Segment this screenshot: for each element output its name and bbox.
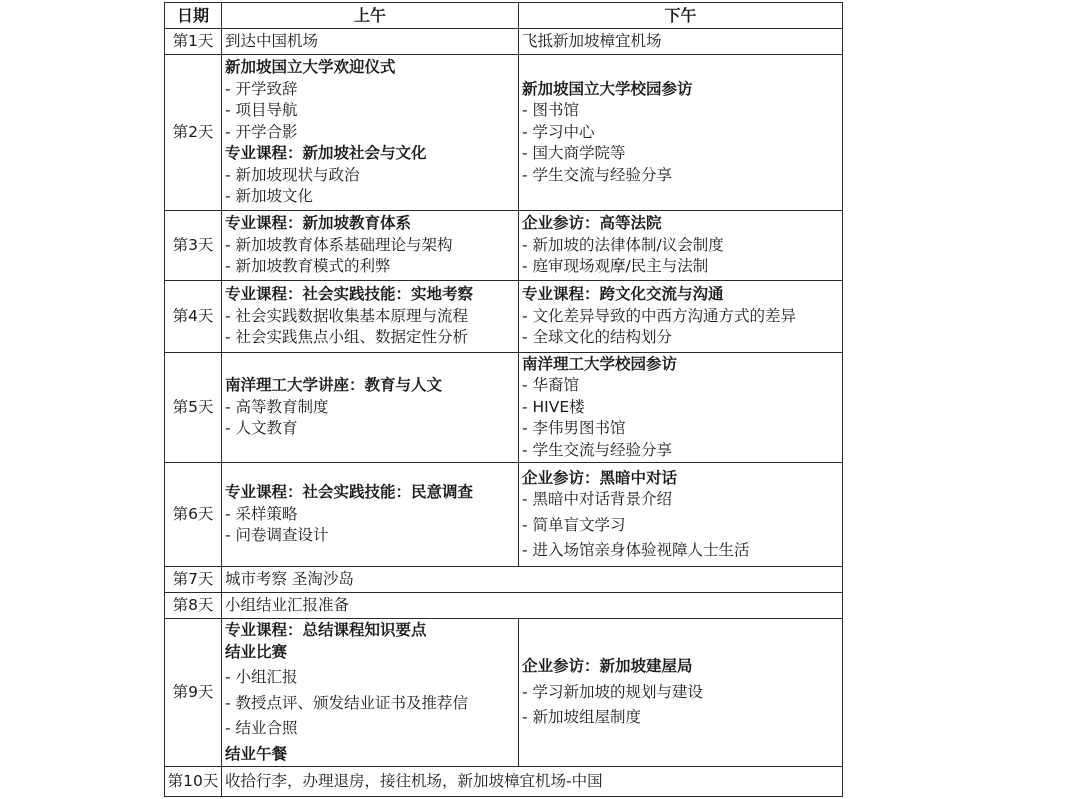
section-heading: 新加坡国立大学欢迎仪式	[225, 58, 396, 77]
activity-item: - 小组汇报	[225, 668, 298, 686]
day-label: 第3天	[165, 211, 222, 281]
activity-item: - 学习新加坡的规划与建设	[522, 682, 704, 701]
afternoon-cell	[519, 463, 843, 567]
afternoon-cell	[519, 55, 843, 211]
activity-item: - 高等教育制度	[225, 397, 329, 416]
activity-item: - 教授点评、颁发结业证书及推荐信	[225, 693, 469, 712]
header-afternoon: 下午	[519, 3, 843, 29]
activity-item: - 图书馆	[522, 101, 580, 120]
full-day-activity: 城市考察 圣淘沙岛	[222, 567, 843, 593]
activity-item: - 进入场馆亲身体验视障人士生活	[522, 541, 750, 559]
activity-item: - 开学致辞	[225, 79, 298, 98]
day-row	[165, 281, 843, 353]
day-row	[165, 463, 843, 567]
morning-cell	[222, 281, 519, 353]
activity-item: - 学习中心	[522, 122, 595, 141]
activity-item: - 新加坡组屋制度	[522, 708, 642, 727]
afternoon-cell	[519, 29, 843, 55]
morning-cell	[222, 353, 519, 463]
activity-item: 飞抵新加坡樟宜机场	[522, 31, 662, 50]
section-heading: 企业参访：新加坡建屋局	[522, 657, 693, 676]
section-heading: 专业课程：新加坡教育体系	[225, 214, 412, 233]
morning-cell	[222, 211, 519, 281]
activity-item: - 社会实践数据收集基本原理与流程	[225, 306, 469, 325]
day-row	[165, 567, 843, 593]
day-label: 第5天	[165, 353, 222, 463]
day-label: 第2天	[165, 55, 222, 211]
day-label: 第8天	[165, 593, 222, 619]
activity-item: - HIVE楼	[522, 397, 585, 416]
activity-item: - 结业合照	[225, 719, 298, 737]
day-row	[165, 593, 843, 619]
header-morning: 上午	[222, 3, 519, 29]
day-row	[165, 211, 843, 281]
activity-item: - 社会实践焦点小组、数据定性分析	[225, 328, 469, 347]
day-row	[165, 767, 843, 797]
activity-item: - 庭审现场观摩/民主与法制	[522, 257, 709, 276]
day-label: 第6天	[165, 463, 222, 567]
section-heading: 结业比赛	[225, 642, 288, 661]
section-heading: 结业午餐	[225, 744, 288, 763]
header-date: 日期	[165, 3, 222, 29]
activity-item: - 人文教育	[225, 419, 298, 438]
activity-item: - 开学合影	[225, 122, 298, 141]
activity-item: - 全球文化的结构划分	[522, 328, 673, 347]
day-label: 第4天	[165, 281, 222, 353]
activity-item: - 国大商学院等	[522, 144, 626, 163]
activity-item: - 新加坡文化	[225, 187, 314, 206]
activity-item: - 问卷调查设计	[225, 526, 329, 545]
activity-item: - 项目导航	[225, 101, 298, 120]
afternoon-cell	[519, 211, 843, 281]
morning-cell	[222, 463, 519, 567]
activity-item: - 简单盲文学习	[522, 515, 626, 534]
activity-item: 到达中国机场	[225, 31, 319, 50]
afternoon-cell	[519, 619, 843, 767]
section-heading: 专业课程：新加坡社会与文化	[225, 144, 427, 163]
day-row	[165, 29, 843, 55]
activity-item: - 新加坡的法律体制/议会制度	[522, 235, 724, 254]
day-row	[165, 55, 843, 211]
day-row	[165, 353, 843, 463]
day-label: 第1天	[165, 29, 222, 55]
activity-item: - 华裔馆	[522, 376, 580, 395]
header-row	[165, 3, 843, 29]
activity-item: - 学生交流与经验分享	[522, 440, 673, 459]
activity-item: - 李伟男图书馆	[522, 419, 626, 438]
day-label: 第9天	[165, 619, 222, 767]
activity-item: - 采样策略	[225, 504, 298, 523]
morning-cell	[222, 619, 519, 767]
section-heading: 专业课程：社会实践技能：民意调查	[225, 483, 474, 502]
full-day-activity: 收拾行李，办理退房，接往机场，新加坡樟宜机场-中国	[222, 767, 843, 797]
full-day-activity: 小组结业汇报准备	[222, 593, 843, 619]
activity-item: - 学生交流与经验分享	[522, 165, 673, 184]
activity-item: - 文化差异导致的中西方沟通方式的差异	[522, 306, 797, 325]
section-heading: 企业参访：黑暗中对话	[522, 468, 678, 487]
section-heading: 企业参访：高等法院	[522, 214, 662, 233]
section-heading: 专业课程：跨文化交流与沟通	[522, 285, 724, 304]
section-heading: 南洋理工大学校园参访	[522, 354, 678, 373]
section-heading: 专业课程：总结课程知识要点	[225, 621, 427, 639]
section-heading: 专业课程：社会实践技能：实地考察	[225, 285, 474, 304]
activity-item: - 新加坡教育模式的利弊	[225, 257, 391, 276]
activity-item: - 黑暗中对话背景介绍	[522, 490, 673, 508]
morning-cell	[222, 55, 519, 211]
day-label: 第10天	[165, 767, 222, 797]
activity-item: - 新加坡教育体系基础理论与架构	[225, 235, 453, 254]
day-row	[165, 619, 843, 767]
section-heading: 南洋理工大学讲座：教育与人文	[225, 376, 443, 395]
afternoon-cell	[519, 281, 843, 353]
activity-item: - 新加坡现状与政治	[225, 165, 360, 184]
section-heading: 新加坡国立大学校园参访	[522, 79, 693, 98]
day-label: 第7天	[165, 567, 222, 593]
morning-cell	[222, 29, 519, 55]
itinerary-table	[164, 2, 843, 797]
afternoon-cell	[519, 353, 843, 463]
